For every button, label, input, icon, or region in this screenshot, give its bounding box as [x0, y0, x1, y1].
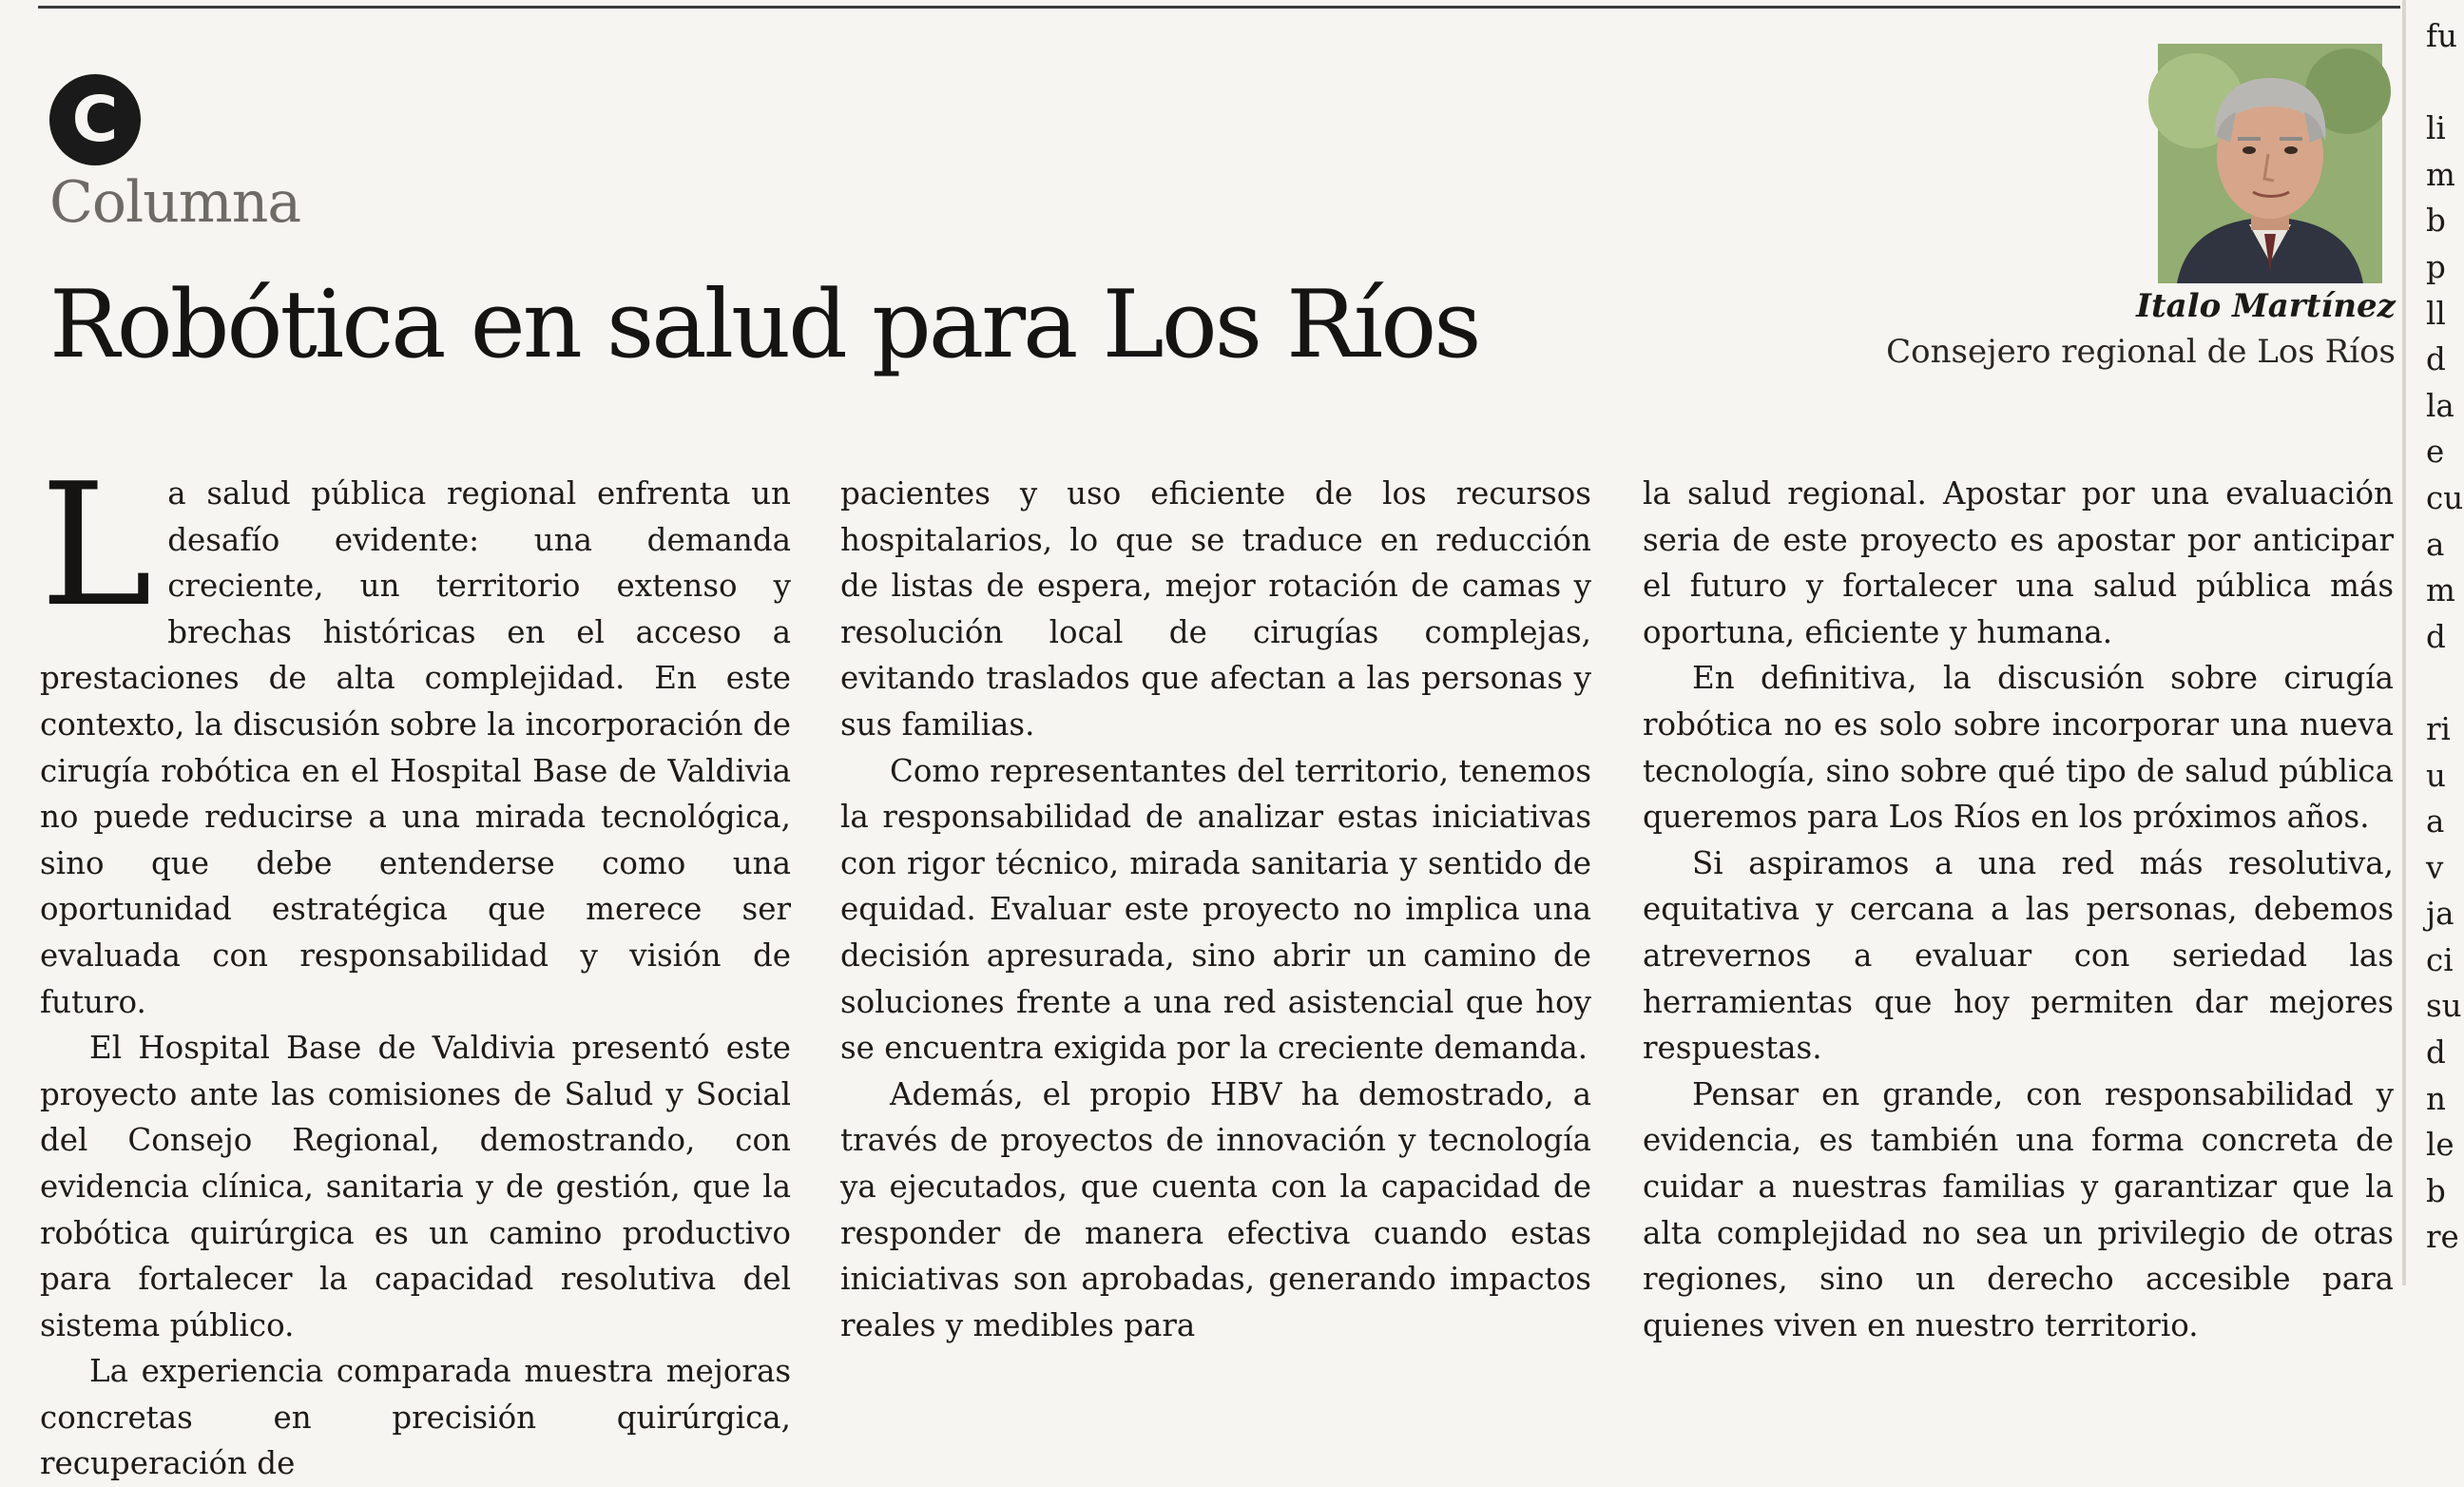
edge-fragment-line — [2426, 660, 2464, 706]
edge-fragment-line: ri — [2426, 710, 2451, 747]
paragraph-text: a salud pública regional enfrenta un desafío evidente: una demanda creciente, un territorio extenso y brechas históricas en el acceso a prestaciones de alta complejidad. En este contexto, la discusión sobre la incorporación de cirugía robótica en el Hospital Base de Valdivia no puede reducirse a una mirada tecnológica, sino que debe entenderse como una oportunidad estratégica que merece ser evaluada con responsabilidad y visión de futuro. — [40, 475, 791, 1020]
edge-fragment-line: m — [2426, 572, 2455, 609]
article-paragraph: Si aspiramos a una red más resolutiva, equitativa y cercana a las personas, debemos atrevernos a evaluar con seriedad las herramientas que hoy permiten dar mejores respuestas. — [1643, 844, 2394, 1067]
adjacent-article-fragment — [2426, 13, 2464, 1261]
edge-fragment-line: ja — [2426, 896, 2454, 933]
article-paragraph: la salud regional. Apostar por una evaluación seria de este proyecto es apostar por anticipar el futuro y fortalecer una salud pública más oportuna, eficiente y humana. — [1643, 475, 2394, 650]
article-paragraph: Pensar en grande, con responsabilidad y evidencia, es también una forma concreta de cuidar a nuestras familias y garantizar que la alta complejidad no sea un privilegio de otras regiones, sino un derecho accesible para quienes viven en nuestro territorio. — [1643, 1075, 2394, 1343]
edge-fragment-line: fu — [2426, 18, 2457, 54]
edge-fragment-line: b — [2426, 203, 2446, 240]
section-badge: C — [49, 74, 141, 165]
article-paragraph: El Hospital Base de Valdivia presentó este proyecto ante las comisiones de Salud y Social del Consejo Regional, demostrando, con evidencia clínica, sanitaria y de gestión, que la robótica quirúrgica es un camino productivo para fortalecer la capacidad resolutiva del sistema público. — [40, 1030, 791, 1343]
headline: Robótica en salud para Los Ríos — [49, 271, 1479, 379]
article-column-1 — [40, 447, 791, 1487]
author-portrait-illustration — [2158, 44, 2382, 283]
article-column-3 — [1643, 471, 2394, 1348]
author-name: Italo Martínez — [2136, 287, 2396, 325]
edge-fragment-line: a — [2426, 526, 2445, 563]
edge-fragment-line: su — [2426, 988, 2462, 1025]
column-divider — [2402, 0, 2406, 1285]
section-label: Columna — [49, 169, 301, 236]
article-column-2 — [840, 471, 1591, 1348]
edge-fragment-line — [2426, 60, 2464, 106]
drop-cap: L — [40, 447, 153, 644]
author-photo — [2158, 44, 2382, 283]
edge-fragment-line: ci — [2426, 941, 2454, 978]
edge-fragment-line: e — [2426, 434, 2445, 471]
article-paragraph: Además, el propio HBV ha demostrado, a través de proyectos de innovación y tecnología ya ejecutados, que cuenta con la capacidad de responder de manera efectiva cuando estas iniciativas son aprobadas, generando impactos reales y medibles para — [840, 1075, 1591, 1343]
edge-fragment-line: v — [2426, 849, 2444, 886]
author-role: Consejero regional de Los Ríos — [1886, 333, 2396, 371]
edge-fragment-line: d — [2426, 341, 2446, 378]
edge-fragment-line: d — [2426, 1034, 2446, 1072]
edge-fragment-line: m — [2426, 156, 2455, 193]
article-paragraph — [40, 447, 791, 1025]
edge-fragment-line: cu — [2426, 479, 2464, 516]
edge-fragment-line: le — [2426, 1127, 2454, 1164]
edge-fragment-line: u — [2426, 757, 2446, 794]
top-rule — [38, 6, 2400, 9]
article-paragraph: La experiencia comparada muestra mejoras concretas en precisión quirúrgica, recuperación de — [40, 1353, 791, 1482]
edge-fragment-line: li — [2426, 110, 2446, 147]
article-paragraph: En definitiva, la discusión sobre cirugía robótica no es solo sobre incorporar una nueva tecnología, sino sobre qué tipo de salud pública queremos para Los Ríos en los próximos años. — [1643, 660, 2394, 836]
edge-fragment-line: p — [2426, 248, 2446, 285]
article-paragraph: Como representantes del territorio, tenemos la responsabilidad de analizar estas iniciativas con rigor técnico, mirada sanitaria y sentido de equidad. Evaluar este proyecto no implica una decisión apresurada, sino abrir un camino de soluciones frente a una red asistencial que hoy se encuentra exigida por la creciente demanda. — [840, 752, 1591, 1067]
edge-fragment-line: b — [2426, 1172, 2446, 1209]
edge-fragment-line: a — [2426, 803, 2445, 840]
edge-fragment-line: n — [2426, 1080, 2446, 1117]
article-paragraph: pacientes y uso eficiente de los recursos hospitalarios, lo que se traduce en reducción de listas de espera, mejor rotación de camas y resolución local de cirugías complejas, evitando traslados que afectan a las personas y sus familias. — [840, 475, 1591, 743]
edge-fragment-line: ll — [2426, 295, 2446, 332]
edge-fragment-line: re — [2426, 1219, 2459, 1256]
edge-fragment-line: d — [2426, 618, 2446, 655]
edge-fragment-line: la — [2426, 387, 2454, 424]
